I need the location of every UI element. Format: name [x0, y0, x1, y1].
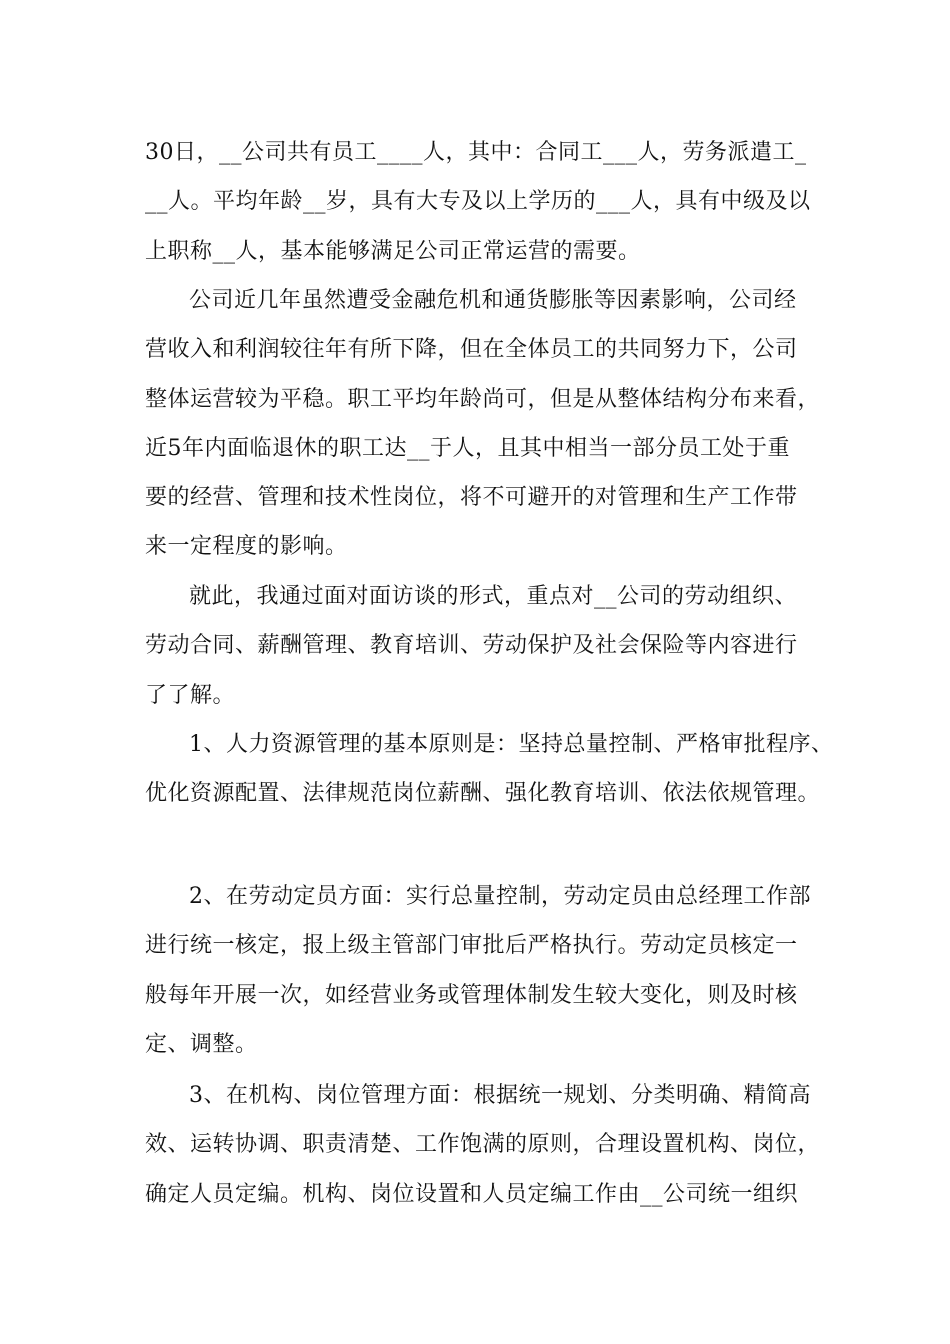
paragraph-workforce	[145, 128, 825, 276]
text-line: 30日，__公司共有员工____人，其中：合同工___人，劳务派遣工_	[145, 140, 807, 165]
text-line: 1、人力资源管理的基本原则是：坚持总量控制、严格审批程序、	[189, 732, 834, 757]
text-line: 效、运转协调、职责清楚、工作饱满的原则，合理设置机构、岗位，	[145, 1132, 821, 1158]
paragraph-item-3	[145, 1071, 825, 1219]
text-line: 进行统一核定，报上级主管部门审批后严格执行。劳动定员核定一	[145, 933, 798, 959]
text-line: 优化资源配置、法律规范岗位薪酬、强化教育培训、依法依规管理。	[145, 781, 821, 807]
text-line: 劳动合同、薪酬管理、教育培训、劳动保护及社会保险等内容进行	[145, 633, 798, 659]
paragraph-item-2	[145, 872, 825, 1069]
text-line: __人。平均年龄__岁，具有大专及以上学历的___人，具有中级及以	[145, 189, 811, 215]
text-line: 2、在劳动定员方面：实行总量控制，劳动定员由总经理工作部	[189, 884, 811, 909]
paragraph-situation	[145, 276, 825, 572]
text-line: 上职称__人，基本能够满足公司正常运营的需要。	[145, 238, 641, 264]
text-line: 就此，我通过面对面访谈的形式，重点对__公司的劳动组织、	[189, 584, 798, 609]
text-line: 3、在机构、岗位管理方面：根据统一规划、分类明确、精简高	[189, 1083, 811, 1108]
text-line: 公司近几年虽然遭受金融危机和通货膨胀等因素影响，公司经	[189, 288, 797, 313]
text-line: 要的经营、管理和技术性岗位，将不可避开的对管理和生产工作带	[145, 485, 798, 511]
paragraph-item-1	[145, 720, 834, 819]
paragraph-interview	[145, 572, 825, 720]
text-line: 定、调整。	[145, 1031, 258, 1057]
text-line: 来一定程度的影响。	[145, 534, 348, 560]
text-line: 确定人员定编。机构、岗位设置和人员定编工作由__公司统一组织	[145, 1181, 799, 1207]
text-line: 了了解。	[145, 682, 236, 708]
text-line: 近5年内面临退休的职工达__于人，且其中相当一部分员工处于重	[145, 435, 790, 461]
text-line: 营收入和利润较往年有所下降，但在全体员工的共同努力下，公司	[145, 337, 798, 363]
text-line: 般每年开展一次，如经营业务或管理体制发生较大变化，则及时核	[145, 982, 798, 1008]
text-line: 整体运营较为平稳。职工平均年龄尚可，但是从整体结构分布来看，	[145, 386, 821, 412]
